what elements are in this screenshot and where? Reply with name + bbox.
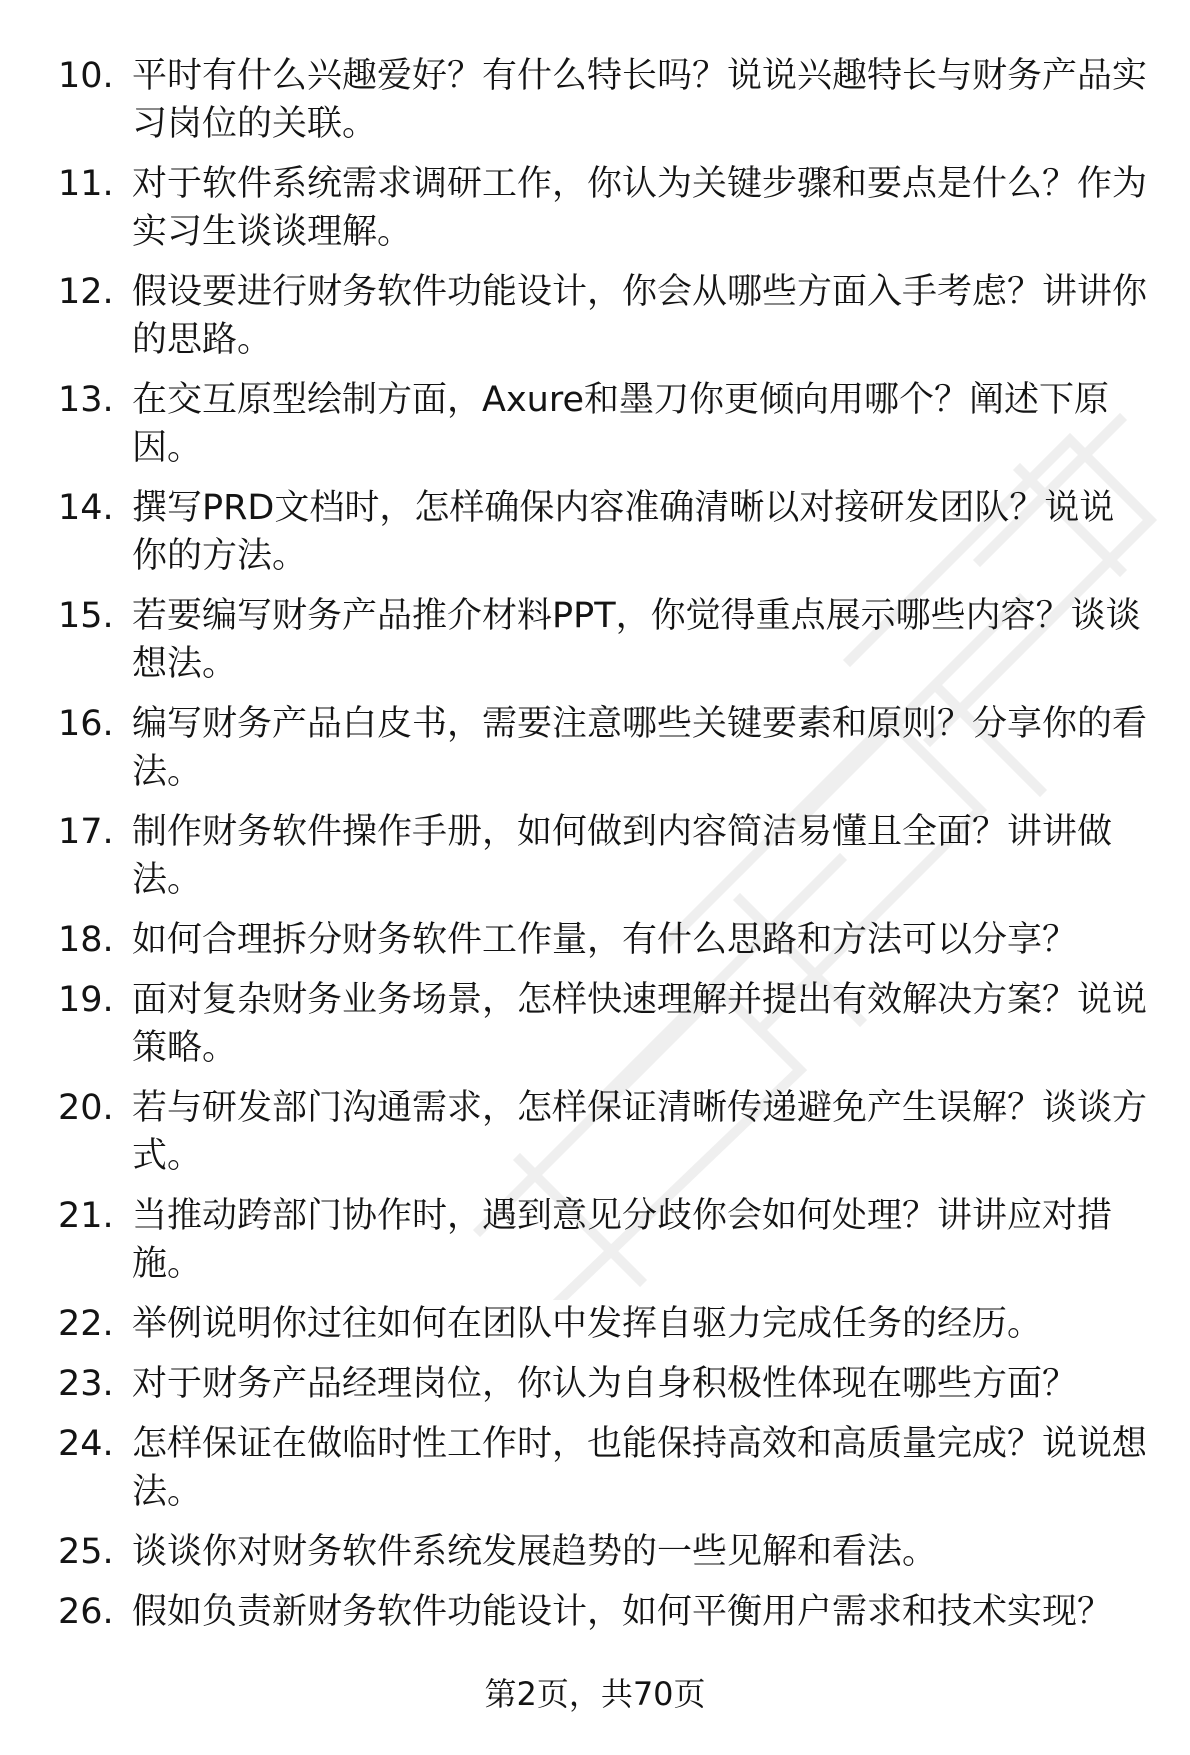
list-item xyxy=(58,916,1148,964)
question-text: 若与研发部门沟通需求，怎样保证清晰传递避免产生误解？谈谈方式。 xyxy=(132,1088,1148,1176)
question-number: 11. xyxy=(58,164,114,204)
question-number: 23. xyxy=(58,1364,114,1404)
question-number: 16. xyxy=(58,704,114,744)
question-text: 对于软件系统需求调研工作，你认为关键步骤和要点是什么？作为实习生谈谈理解。 xyxy=(132,164,1148,252)
question-text: 撰写PRD文档时，怎样确保内容准确清晰以对接研发团队？说说你的方法。 xyxy=(132,488,1115,576)
list-item xyxy=(58,52,1148,148)
question-text: 举例说明你过往如何在团队中发挥自驱力完成任务的经历。 xyxy=(132,1304,1043,1344)
list-item xyxy=(58,1192,1148,1288)
question-number: 20. xyxy=(58,1088,114,1128)
list-item xyxy=(58,268,1148,364)
list-item xyxy=(58,1420,1148,1516)
question-number: 25. xyxy=(58,1532,114,1572)
question-number: 17. xyxy=(58,812,114,852)
question-number: 19. xyxy=(58,980,114,1020)
question-number: 10. xyxy=(58,56,114,96)
question-text: 当推动跨部门协作时，遇到意见分歧你会如何处理？讲讲应对措施。 xyxy=(132,1196,1113,1284)
question-number: 18. xyxy=(58,920,114,960)
question-number: 24. xyxy=(58,1424,114,1464)
list-item xyxy=(58,1528,1148,1576)
list-item xyxy=(58,808,1148,904)
question-text: 在交互原型绘制方面，Axure和墨刀你更倾向用哪个？阐述下原因。 xyxy=(132,380,1109,468)
question-text: 谈谈你对财务软件系统发展趋势的一些见解和看法。 xyxy=(132,1532,938,1572)
question-list xyxy=(58,52,1148,1648)
list-item xyxy=(58,376,1148,472)
question-number: 12. xyxy=(58,272,114,312)
question-text: 若要编写财务产品推介材料PPT，你觉得重点展示哪些内容？谈谈想法。 xyxy=(132,596,1141,684)
list-item xyxy=(58,1588,1148,1636)
list-item xyxy=(58,160,1148,256)
list-item xyxy=(58,1300,1148,1348)
question-number: 22. xyxy=(58,1304,114,1344)
list-item xyxy=(58,1084,1148,1180)
question-text: 面对复杂财务业务场景，怎样快速理解并提出有效解决方案？说说策略。 xyxy=(132,980,1148,1068)
list-item xyxy=(58,976,1148,1072)
question-text: 制作财务软件操作手册，如何做到内容简洁易懂且全面？讲讲做法。 xyxy=(132,812,1113,900)
question-text: 假设要进行财务软件功能设计，你会从哪些方面入手考虑？讲讲你的思路。 xyxy=(132,272,1148,360)
question-text: 平时有什么兴趣爱好？有什么特长吗？说说兴趣特长与财务产品实习岗位的关联。 xyxy=(132,56,1148,144)
question-text: 怎样保证在做临时性工作时，也能保持高效和高质量完成？说说想法。 xyxy=(132,1424,1148,1512)
question-text: 编写财务产品白皮书，需要注意哪些关键要素和原则？分享你的看法。 xyxy=(132,704,1148,792)
list-item xyxy=(58,484,1148,580)
list-item xyxy=(58,1360,1148,1408)
question-number: 15. xyxy=(58,596,114,636)
question-number: 21. xyxy=(58,1196,114,1236)
question-text: 对于财务产品经理岗位，你认为自身积极性体现在哪些方面？ xyxy=(132,1364,1078,1404)
list-item xyxy=(58,700,1148,796)
list-item xyxy=(58,592,1148,688)
page-number-footer: 第2页，共70页 xyxy=(484,1675,706,1713)
question-text: 如何合理拆分财务软件工作量，有什么思路和方法可以分享？ xyxy=(132,920,1078,960)
question-number: 13. xyxy=(58,380,114,420)
question-number: 14. xyxy=(58,488,114,528)
question-text: 假如负责新财务软件功能设计，如何平衡用户需求和技术实现？ xyxy=(132,1592,1113,1632)
question-number: 26. xyxy=(58,1592,114,1632)
